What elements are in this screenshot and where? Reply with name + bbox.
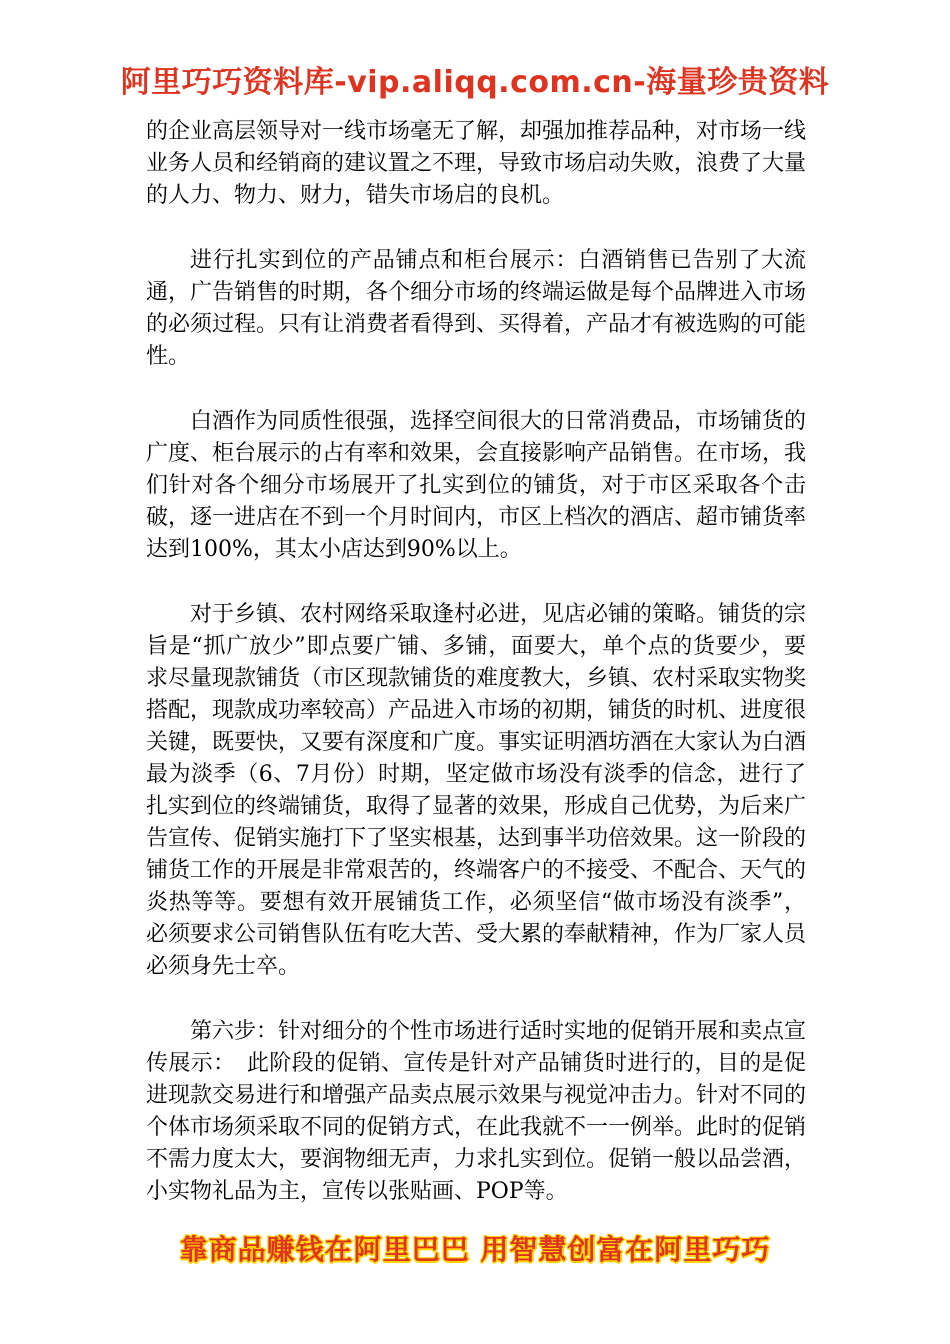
document-body: [146, 116, 806, 1208]
paragraph-continuation: 的企业高层领导对一线市场毫无了解，却强加推荐品种，对市场一线业务人员和经销商的建议置之不理，导致市场启动失败，浪费了大量的人力、物力、财力，错失市场启的良机。: [146, 119, 807, 208]
paragraph-distribution-coverage: 白酒作为同质性很强，选择空间很大的日常消费品，市场铺货的广度、柜台展示的占有率和效果，会直接影响产品销售。在市场，我们针对各个细分市场展开了扎实到位的铺货，对于市区采取各个击破，逐一进店在不到一个月时间内，市区上档次的酒店、超市铺货率达到100%，其太小店达到90%以上。: [146, 409, 807, 562]
paragraph-product-display: 进行扎实到位的产品铺点和柜台展示：白酒销售已告别了大流通，广告销售的时期，各个细分市场的终端运做是每个品牌进入市场的必须过程。只有让消费者看得到、买得着，产品才有被选购的可能性。: [146, 248, 807, 369]
paragraph-step-six-promotion: 第六步：针对细分的个性市场进行适时实地的促销开展和卖点宣传展示： 此阶段的促销、宣传是针对产品铺货时进行的，目的是促进现款交易进行和增强产品卖点展示效果与视觉冲击力。针对不同的个体市场须采取不同的促销方式，在此我就不一一例举。此时的促销不需力度太大，要润物细无声，力求扎实到位。促销一般以品尝酒，小实物礼品为主，宣传以张贴画、POP等。: [146, 1019, 807, 1204]
footer-banner: 靠商品赚钱在阿里巴巴 用智慧创富在阿里巧巧: [179, 1233, 771, 1266]
header-banner: 阿里巧巧资料库-vip.aliqq.com.cn-海量珍贵资料: [120, 65, 830, 100]
paragraph-rural-network: 对于乡镇、农村网络采取逢村必进，见店必铺的策略。铺货的宗旨是“抓广放少”即点要广铺、多铺，面要大，单个点的货要少，要求尽量现款铺货（市区现款铺货的难度教大，乡镇、农村采取实物奖搭配，现款成功率较高）产品进入市场的初期，铺货的时机、进度很关键，既要快，又要有深度和广度。事实证明酒坊酒在大家认为白酒最为淡季（6、7月份）时期，坚定做市场没有淡季的信念，进行了扎实到位的终端铺货，取得了显著的效果，形成自己优势，为后来广告宣传、促销实施打下了坚实根基，达到事半功倍效果。这一阶段的铺货工作的开展是非常艰苦的，终端客户的不接受、不配合、天气的炎热等等。要想有效开展铺货工作，必须坚信“做市场没有淡季”，必须要求公司销售队伍有吃大苦、受大累的奉献精神，作为厂家人员必须身先士卒。: [146, 602, 807, 979]
